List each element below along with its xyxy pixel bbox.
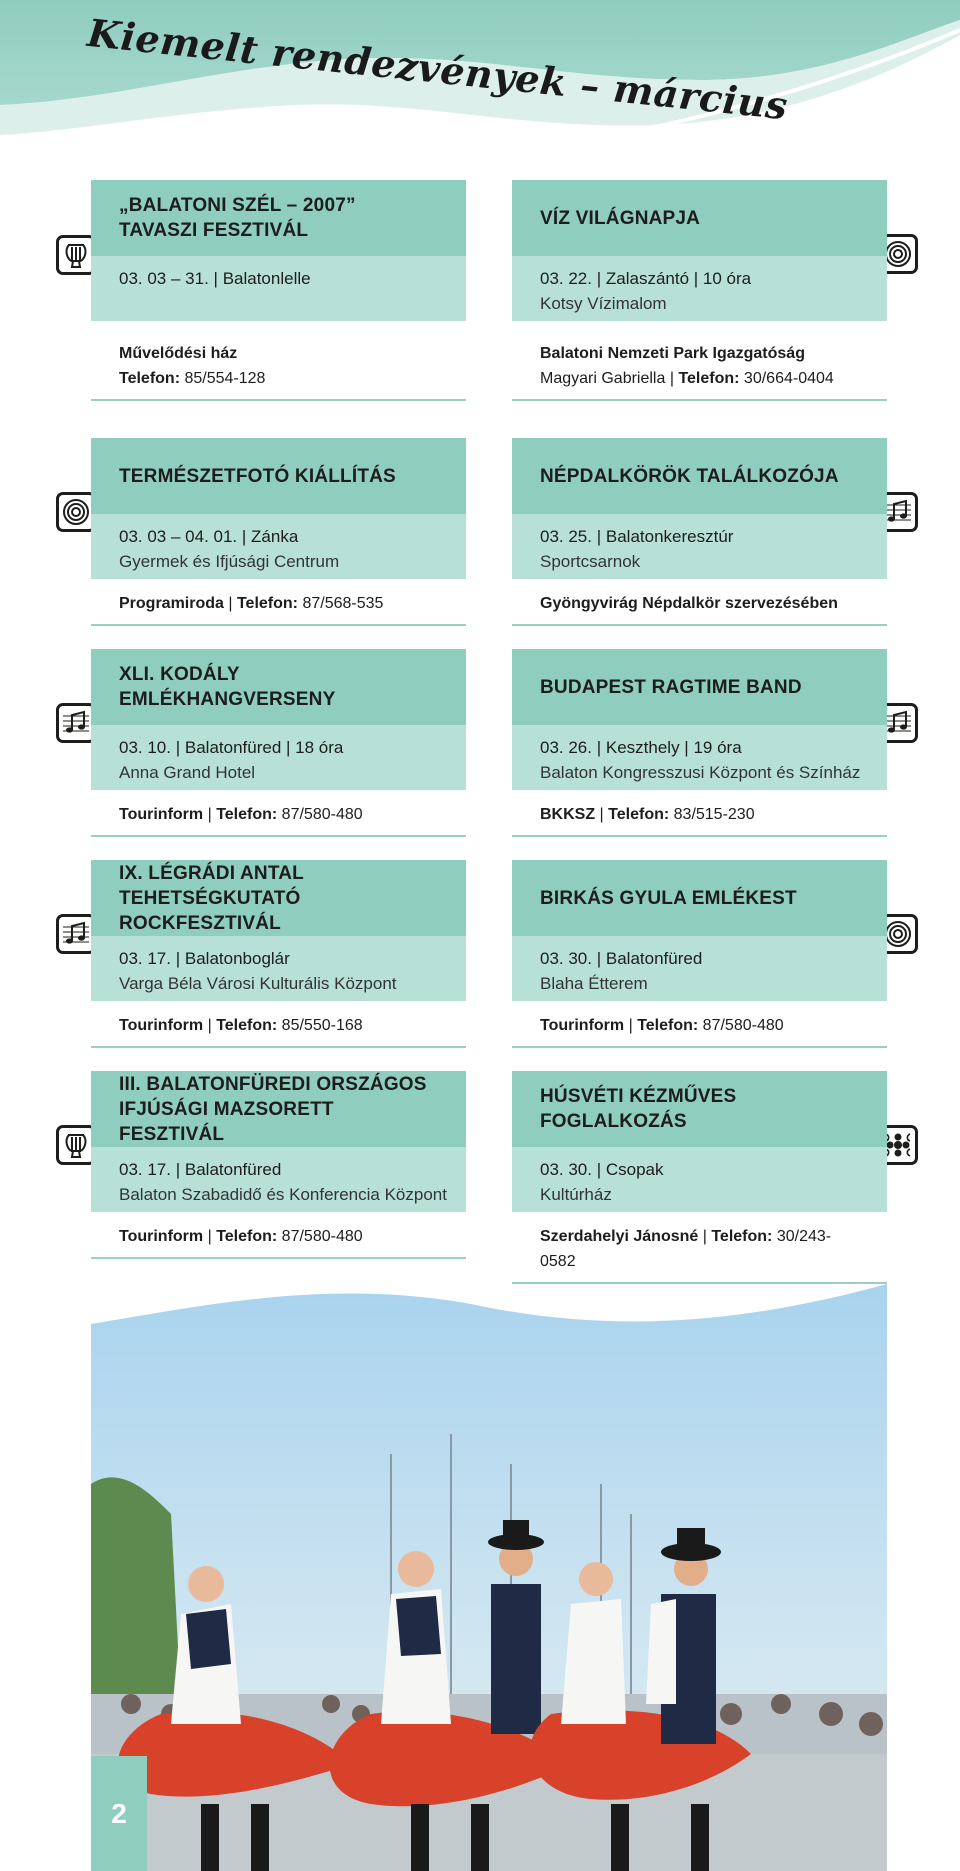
event-date: 03. 30. xyxy=(540,1160,592,1179)
contact-phone: 30/664-0404 xyxy=(743,370,834,387)
event-info: 03. 22. | Zalaszántó | 10 óra Kotsy Vízimalom xyxy=(512,256,887,321)
event-place: Csopak xyxy=(605,1160,664,1179)
event-info: 03. 26. | Keszthely | 19 óra Balaton Kongresszusi Központ és Színház xyxy=(512,725,887,790)
event-venue: Sportcsarnok xyxy=(540,552,641,571)
event-venue: Kultúrház xyxy=(540,1185,612,1204)
event-card xyxy=(91,1071,466,1259)
contact-phone: 85/554-128 xyxy=(184,370,266,387)
event-contact xyxy=(91,321,466,401)
event-venue: Blaha Étterem xyxy=(540,974,648,993)
music-note-icon xyxy=(56,914,96,954)
event-title: IX. LÉGRÁDI ANTAL TEHETSÉGKUTATÓ ROCKFESZTIVÁL xyxy=(91,860,466,936)
event-title: BUDAPEST RAGTIME BAND xyxy=(512,649,887,725)
event-title: „BALATONI SZÉL – 2007” TAVASZI FESZTIVÁL xyxy=(91,180,466,256)
event-card xyxy=(91,180,466,401)
lyre-icon xyxy=(56,235,96,275)
contact-phone-label: Telefon: xyxy=(216,1017,278,1034)
event-contact: Tourinform | Telefon: 87/580-480 xyxy=(91,1212,466,1259)
contact-phone: 83/515-230 xyxy=(673,806,755,823)
event-place: Balatonfüred xyxy=(605,949,703,968)
event-place: Zánka xyxy=(251,527,299,546)
lyre-icon xyxy=(56,1125,96,1165)
event-contact: Tourinform | Telefon: 85/550-168 xyxy=(91,1001,466,1048)
event-card xyxy=(512,860,887,1048)
event-date: 03. 30. xyxy=(540,949,592,968)
event-place: Balatonfüred xyxy=(184,1160,282,1179)
event-venue: Varga Béla Városi Kulturális Központ xyxy=(119,974,397,993)
event-card xyxy=(91,649,466,837)
contact-phone-label: Telefon: xyxy=(216,806,278,823)
event-info: 03. 17. | Balatonboglár Varga Béla Városi Kulturális Központ xyxy=(91,936,466,1001)
contact-org: Tourinform xyxy=(119,1017,204,1034)
contact-phone: 87/580-480 xyxy=(281,806,363,823)
event-date: 03. 03 – 04. 01. xyxy=(119,527,238,546)
event-contact: Tourinform | Telefon: 87/580-480 xyxy=(512,1001,887,1048)
contact-phone-label: Telefon: xyxy=(236,595,298,612)
contact-phone: 87/580-480 xyxy=(702,1017,784,1034)
contact-phone-label: Telefon: xyxy=(608,806,670,823)
contact-phone-label: Telefon: xyxy=(216,1228,278,1245)
event-info: 03. 17. | Balatonfüred Balaton Szabadidő és Konferencia Központ xyxy=(91,1147,466,1212)
contact-org: Tourinform xyxy=(540,1017,625,1034)
contact-org: Tourinform xyxy=(119,806,204,823)
contact-phone: 85/550-168 xyxy=(281,1017,363,1034)
event-card xyxy=(91,860,466,1048)
event-venue: Balaton Szabadidő és Konferencia Központ xyxy=(119,1185,447,1204)
event-place: Balatonfüred | 18 óra xyxy=(184,738,344,757)
event-info: 03. 30. | Csopak Kultúrház xyxy=(512,1147,887,1212)
contact-phone-label: Telefon: xyxy=(678,370,740,387)
event-info: 03. 25. | Balatonkeresztúr Sportcsarnok xyxy=(512,514,887,579)
event-contact: Balatoni Nemzeti Park Igazgatóság Magyari Gabriella | Telefon: 30/664-0404 xyxy=(512,321,887,401)
contact-org: Gyöngyvirág Népdalkör szervezésében xyxy=(540,595,838,612)
event-info: 03. 10. | Balatonfüred | 18 óra Anna Grand Hotel xyxy=(91,725,466,790)
contact-phone: 87/580-480 xyxy=(281,1228,363,1245)
event-venue: Gyermek és Ifjúsági Centrum xyxy=(119,552,340,571)
event-venue: Kotsy Vízimalom xyxy=(540,294,667,313)
page-title: Kiemelt rendezvények – március xyxy=(85,10,790,129)
contact-org: Balatoni Nemzeti Park Igazgatóság xyxy=(540,345,805,362)
contact-org: Szerdahelyi Jánosné xyxy=(540,1228,699,1245)
event-date: 03. 03 – 31. xyxy=(119,269,209,288)
contact-person: Magyari Gabriella xyxy=(540,370,666,387)
contact-org: BKKSZ xyxy=(540,806,596,823)
event-title: NÉPDALKÖRÖK TALÁLKOZÓJA xyxy=(512,438,887,514)
page-header xyxy=(0,0,960,160)
event-card xyxy=(91,438,466,626)
contact-org: Programiroda xyxy=(119,595,224,612)
event-contact: Szerdahelyi Jánosné | Telefon: 30/243-0582 xyxy=(512,1212,887,1284)
event-venue: Balaton Kongresszusi Központ és Színház xyxy=(540,763,861,782)
folk-dancers-photo xyxy=(91,1284,887,1871)
event-card xyxy=(512,180,887,401)
music-note-icon xyxy=(56,703,96,743)
event-card xyxy=(512,1071,887,1284)
page-number: 2 xyxy=(91,1756,147,1871)
event-title: TERMÉSZETFOTÓ KIÁLLÍTÁS xyxy=(91,438,466,514)
event-info: 03. 03 – 04. 01. | Zánka Gyermek és Ifjúsági Centrum xyxy=(91,514,466,579)
contact-phone-label: Telefon: xyxy=(119,370,181,387)
event-place: Balatonboglár xyxy=(184,949,290,968)
event-info: 03. 30. | Balatonfüred Blaha Étterem xyxy=(512,936,887,1001)
event-card xyxy=(512,438,887,626)
event-place: Keszthely | 19 óra xyxy=(605,738,742,757)
event-date: 03. 17. xyxy=(119,1160,171,1179)
event-date: 03. 26. xyxy=(540,738,592,757)
contact-phone-label: Telefon: xyxy=(711,1228,773,1245)
event-title: VÍZ VILÁGNAPJA xyxy=(512,180,887,256)
event-place: Balatonlelle xyxy=(222,269,311,288)
event-card xyxy=(512,649,887,837)
event-contact: BKKSZ | Telefon: 83/515-230 xyxy=(512,790,887,837)
event-date: 03. 17. xyxy=(119,949,171,968)
event-place: Zalaszántó | 10 óra xyxy=(605,269,752,288)
event-contact: Programiroda | Telefon: 87/568-535 xyxy=(91,579,466,626)
event-place: Balatonkeresztúr xyxy=(605,527,734,546)
event-date: 03. 10. xyxy=(119,738,171,757)
target-icon xyxy=(56,492,96,532)
event-title: BIRKÁS GYULA EMLÉKEST xyxy=(512,860,887,936)
contact-org: Tourinform xyxy=(119,1228,204,1245)
contact-org: Művelődési ház xyxy=(119,345,238,362)
event-title: HÚSVÉTI KÉZMŰVES FOGLALKOZÁS xyxy=(512,1071,887,1147)
event-contact: Tourinform | Telefon: 87/580-480 xyxy=(91,790,466,837)
contact-phone-label: Telefon: xyxy=(637,1017,699,1034)
event-venue: Anna Grand Hotel xyxy=(119,763,256,782)
contact-phone: 87/568-535 xyxy=(302,595,384,612)
event-date: 03. 22. xyxy=(540,269,592,288)
event-date: 03. 25. xyxy=(540,527,592,546)
event-title: XLI. KODÁLY EMLÉKHANGVERSENY xyxy=(91,649,466,725)
event-contact xyxy=(512,579,887,626)
event-title: III. BALATONFÜREDI ORSZÁGOS IFJÚSÁGI MAZSORETT FESZTIVÁL xyxy=(91,1071,466,1147)
contact-phone: 30/243-0582 xyxy=(540,1228,832,1270)
event-info: 03. 03 – 31. | Balatonlelle xyxy=(91,256,466,321)
